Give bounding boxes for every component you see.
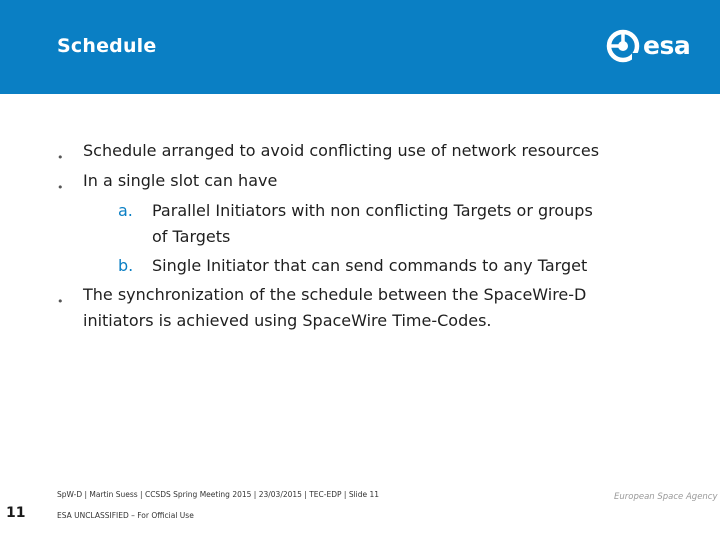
sub-item-text <box>152 198 692 250</box>
bullet-marker: • <box>57 295 64 308</box>
esa-logo-text: esa <box>643 31 691 60</box>
esa-logo-icon <box>606 29 640 63</box>
footer-reference: SpW-D | Martin Suess | CCSDS Spring Meeting 2015 | 23/03/2015 | TEC-EDP | Slide 11 <box>57 490 380 499</box>
bullet-text: Schedule arranged to avoid conflicting use of network resources <box>83 141 600 160</box>
sub-item-line: Parallel Initiators with non conflicting Targets or groups <box>152 201 593 220</box>
bullet-text: In a single slot can have <box>83 171 278 190</box>
bullet-line: The synchronization of the schedule between the SpaceWire-D <box>83 285 587 304</box>
sub-item-letter: a. <box>118 201 133 220</box>
bullet-marker: • <box>57 151 64 164</box>
slide-title: Schedule <box>57 35 157 57</box>
bullet-marker: • <box>57 181 64 194</box>
header-bar <box>0 0 720 94</box>
sub-item-line: Single Initiator that can send commands to any Target <box>152 256 588 275</box>
esa-logo <box>606 29 704 63</box>
bullet-text <box>83 282 683 334</box>
agency-name: European Space Agency <box>614 492 718 502</box>
page-number: 11 <box>6 505 26 521</box>
sub-item-letter: b. <box>118 256 134 275</box>
sub-item-text <box>152 253 692 279</box>
footer-classification: ESA UNCLASSIFIED – For Official Use <box>57 511 194 520</box>
bullet-line: initiators is achieved using SpaceWire Time-Codes. <box>83 311 492 330</box>
sub-item-line: of Targets <box>152 227 231 246</box>
